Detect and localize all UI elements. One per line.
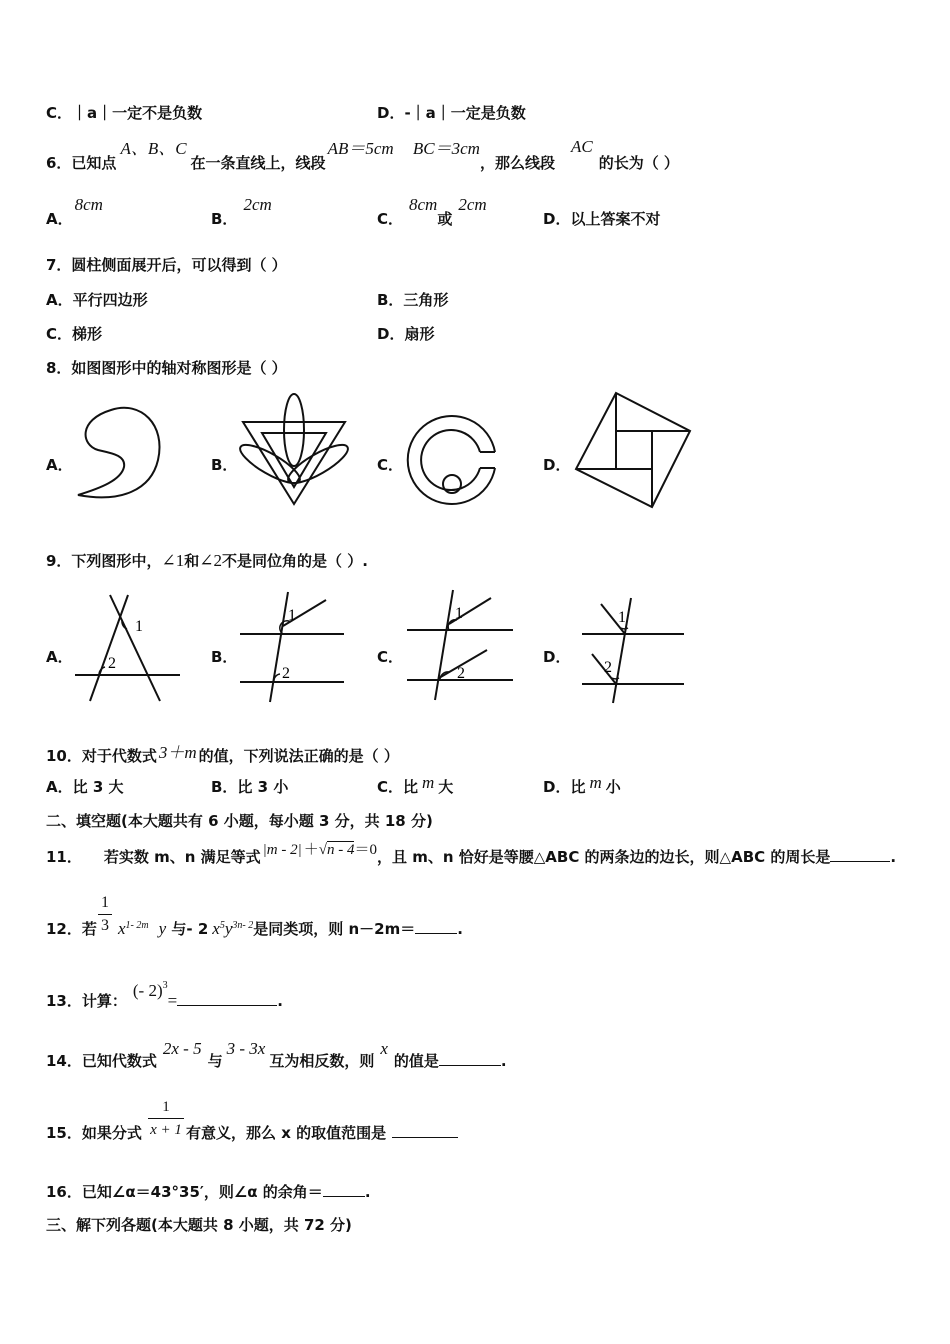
question-15: 有意义，那么 x 的取值范围是: [186, 1122, 458, 1143]
q15-fraction: 1 x + 1: [148, 1096, 184, 1141]
q8-label-b: B．: [211, 456, 238, 474]
q9-figure-c: [403, 588, 518, 703]
q6-option-d: D．以上答案不对: [543, 210, 661, 228]
q9-label-d: D．: [543, 648, 571, 666]
q9-d-angle-2: 2: [604, 659, 612, 676]
q8-label-d: D．: [543, 456, 571, 474]
q10-option-c: C．比 m 大: [377, 773, 454, 796]
q9-c-angle-2: 2: [457, 665, 465, 682]
q6-option-a: A．8cm: [46, 195, 103, 228]
q9-figure-b: [236, 590, 348, 705]
q9-a-angle-2: 2: [108, 655, 116, 672]
q15-stem-a: 15．如果分式: [46, 1124, 142, 1142]
section-3-heading: 三、解下列各题(本大题共 8 小题，共 72 分): [46, 1216, 352, 1234]
question-9: 9．下列图形中，∠1和∠2不是同位角的是（ ）.: [46, 551, 368, 570]
q10-option-b: B．比 3 小: [211, 778, 289, 796]
q7-option-d: D．扇形: [377, 325, 435, 343]
q8-label-a: A．: [46, 456, 73, 474]
q6-option-b: B．2cm: [211, 195, 272, 228]
q12-fraction: 1 3: [98, 892, 112, 937]
question-6: 6．已知点A、B、C在一条直线上，线段AB＝5cm BC＝3cm，那么线段AC的长为（ ）: [46, 137, 679, 172]
q9-label-c: C．: [377, 648, 404, 666]
q8-figure-a: [66, 395, 166, 510]
question-13: 13．计算：(- 2)$^3$= .: [46, 980, 283, 1010]
q9-figure-a: [70, 593, 185, 705]
question-16: 16．已知∠α＝43°35′，则∠α 的余角＝ .: [46, 1183, 371, 1201]
q9-c-angle-1: 1: [455, 605, 463, 622]
q8-label-c: C．: [377, 456, 404, 474]
question-12: $x^{1- 2m}$ y 与- 2 $x^5y^{3n- 2}$是同类项，则 n－2m＝ .: [118, 919, 463, 938]
q8-figure-d: [572, 390, 694, 512]
q10-option-a: A．比 3 大: [46, 778, 124, 796]
question-7: 7．圆柱侧面展开后，可以得到（ ）: [46, 256, 287, 274]
q9-d-angle-1: 1: [618, 609, 626, 626]
q7-option-c: C．梯形: [46, 325, 103, 343]
section-2-heading: 二、填空题(本大题共有 6 小题，每小题 3 分，共 18 分): [46, 812, 433, 830]
q9-label-a: A．: [46, 648, 73, 666]
q9-label-b: B．: [211, 648, 238, 666]
question-8: 8．如图图形中的轴对称图形是（ ）: [46, 359, 287, 377]
q9-a-angle-1: 1: [135, 618, 143, 635]
question-14: 14．已知代数式2x - 5与3 - 3x互为相反数，则x的值是 .: [46, 1039, 507, 1070]
q5-option-d: D．-｜a｜一定是负数: [377, 104, 526, 122]
q9-figure-d: [578, 590, 688, 705]
q9-b-angle-2: 2: [282, 665, 290, 682]
q6-option-c: C．8cm或2cm: [377, 195, 487, 228]
q8-figure-c: [405, 412, 500, 510]
q12-label: 12．若: [46, 920, 97, 938]
q8-figure-b: [240, 392, 350, 510]
q5-option-c: C．｜a｜一定不是负数: [46, 104, 203, 122]
q10-option-d: D．比 m 小: [543, 773, 621, 796]
question-11: 11． 若实数 m、n 满足等式 |m - 2| ＋√n - 4＝0，且 m、n 恰好是等腰△ABC 的两条边的边长，则△ABC 的周长是 .: [46, 842, 897, 866]
q7-option-a: A．平行四边形: [46, 291, 148, 309]
question-10: 10．对于代数式 3＋m 的值，下列说法正确的是（ ）: [46, 743, 399, 765]
q9-b-angle-1: 1: [288, 607, 296, 624]
q7-option-b: B．三角形: [377, 291, 449, 309]
